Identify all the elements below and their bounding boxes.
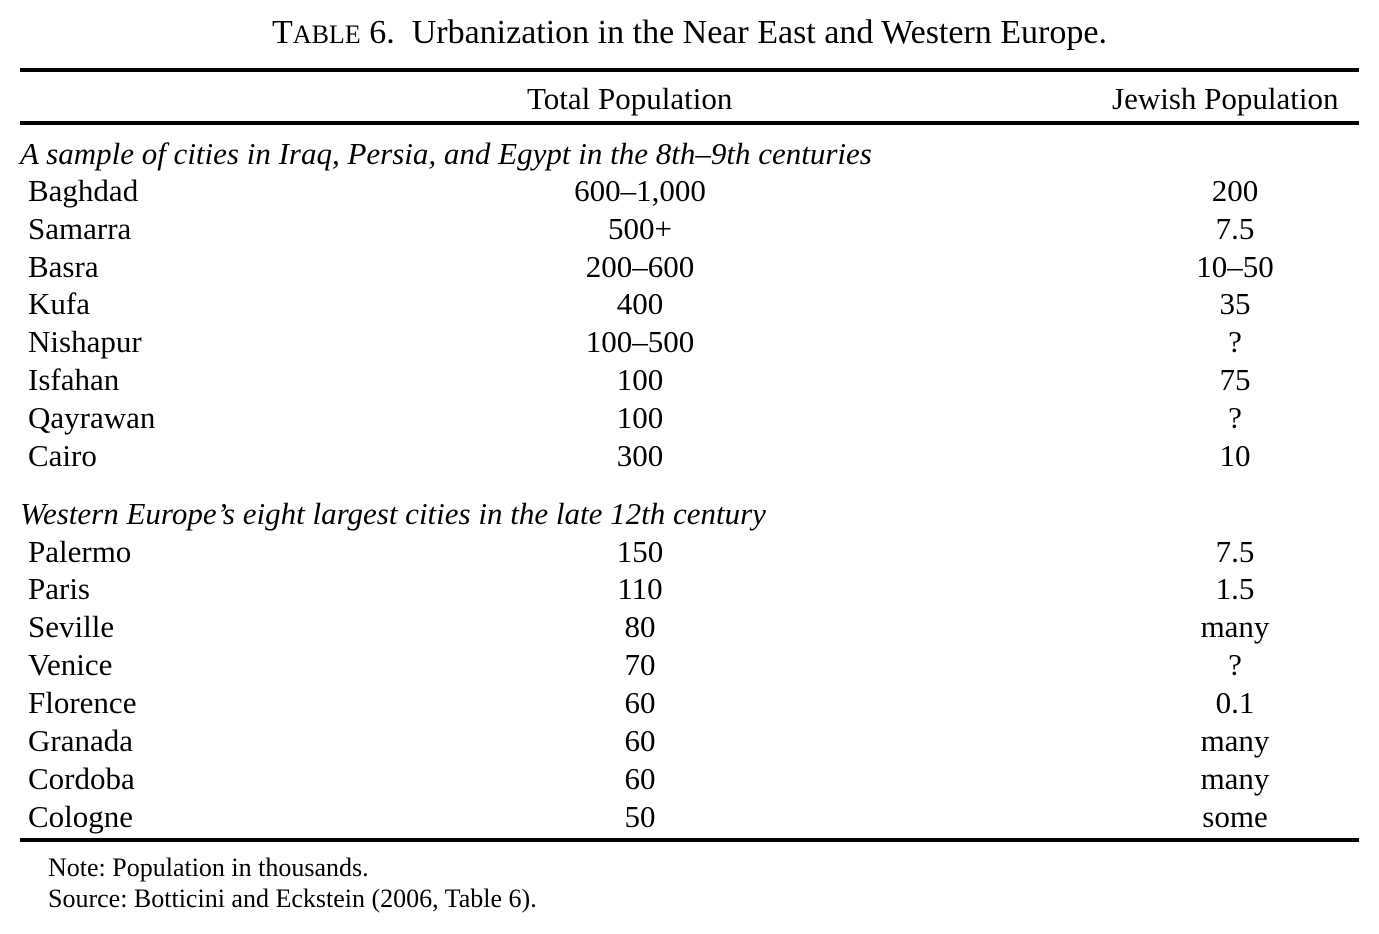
jewish-population: 7.5 xyxy=(1215,211,1255,246)
city-name: Baghdad xyxy=(28,173,139,208)
city-name: Cairo xyxy=(28,438,97,473)
city-name: Isfahan xyxy=(28,362,120,397)
jewish-population: 7.5 xyxy=(1215,534,1255,569)
city-name: Kufa xyxy=(28,286,90,321)
jewish-population: 1.5 xyxy=(1215,571,1255,606)
caption-number: 6. xyxy=(360,14,395,51)
jewish-population: many xyxy=(1200,609,1270,644)
city-name: Cologne xyxy=(28,799,134,834)
total-population: 200–600 xyxy=(585,249,695,284)
total-population: 60 xyxy=(624,685,656,720)
jewish-population: ? xyxy=(1228,400,1242,435)
total-population: 100 xyxy=(616,400,664,435)
total-population: 100–500 xyxy=(585,324,695,359)
total-population: 300 xyxy=(616,438,664,473)
table-row xyxy=(0,361,1379,399)
city-name: Florence xyxy=(28,685,137,720)
table-row xyxy=(0,570,1379,608)
total-population: 70 xyxy=(624,647,656,682)
jewish-population: 10–50 xyxy=(1196,249,1274,284)
bottom-rule xyxy=(20,838,1359,842)
total-population: 60 xyxy=(624,723,656,758)
total-population: 50 xyxy=(624,799,656,834)
jewish-population: 75 xyxy=(1219,362,1251,397)
city-name: Cordoba xyxy=(28,761,135,796)
caption-label-smallcaps: ABLE xyxy=(292,20,361,49)
table-row xyxy=(0,399,1379,437)
table-row xyxy=(0,210,1379,248)
total-population: 60 xyxy=(624,761,656,796)
total-population: 100 xyxy=(616,362,664,397)
total-population: 600–1,000 xyxy=(574,173,706,208)
total-population: 80 xyxy=(624,609,656,644)
table-row xyxy=(0,323,1379,361)
city-name: Nishapur xyxy=(28,324,142,359)
jewish-population: ? xyxy=(1228,324,1242,359)
total-population: 400 xyxy=(616,286,664,321)
city-name: Palermo xyxy=(28,534,132,569)
city-name: Samarra xyxy=(28,211,132,246)
table-row xyxy=(0,285,1379,323)
table-row xyxy=(0,760,1379,798)
jewish-population: ? xyxy=(1228,647,1242,682)
table-row xyxy=(0,608,1379,646)
table-row xyxy=(0,437,1379,475)
table-source: Source: Botticini and Eckstein (2006, Table 6). xyxy=(48,884,537,913)
top-rule xyxy=(20,68,1359,72)
table-caption xyxy=(0,13,1379,55)
jewish-population: some xyxy=(1202,799,1268,834)
jewish-population: 0.1 xyxy=(1215,685,1255,720)
table-row xyxy=(0,533,1379,571)
header-rule xyxy=(20,121,1359,125)
table-row xyxy=(0,722,1379,760)
jewish-population: many xyxy=(1200,723,1270,758)
table-row xyxy=(0,798,1379,836)
jewish-population: 200 xyxy=(1211,173,1259,208)
city-name: Seville xyxy=(28,609,115,644)
section-title-western-europe: Western Europe’s eight largest cities in the late 12th century xyxy=(20,496,766,531)
total-population: 150 xyxy=(616,534,664,569)
table-row xyxy=(0,248,1379,286)
total-population: 500+ xyxy=(608,211,672,246)
caption-title: Urbanization in the Near East and Western Europe. xyxy=(394,14,1107,51)
city-name: Qayrawan xyxy=(28,400,156,435)
column-header-jewish-population: Jewish Population xyxy=(1112,81,1339,116)
jewish-population: many xyxy=(1200,761,1270,796)
table-row xyxy=(0,646,1379,684)
city-name: Venice xyxy=(28,647,113,682)
total-population: 110 xyxy=(617,571,663,606)
jewish-population: 10 xyxy=(1219,438,1251,473)
jewish-population: 35 xyxy=(1219,286,1251,321)
caption-label-initial: T xyxy=(272,14,293,51)
table-row xyxy=(0,684,1379,722)
column-header-total-population: Total Population xyxy=(527,81,733,116)
table-row xyxy=(0,172,1379,210)
city-name: Basra xyxy=(28,249,99,284)
table-note: Note: Population in thousands. xyxy=(48,853,369,882)
city-name: Granada xyxy=(28,723,133,758)
section-title-near-east: A sample of cities in Iraq, Persia, and Egypt in the 8th–9th centuries xyxy=(20,136,872,171)
city-name: Paris xyxy=(28,571,90,606)
